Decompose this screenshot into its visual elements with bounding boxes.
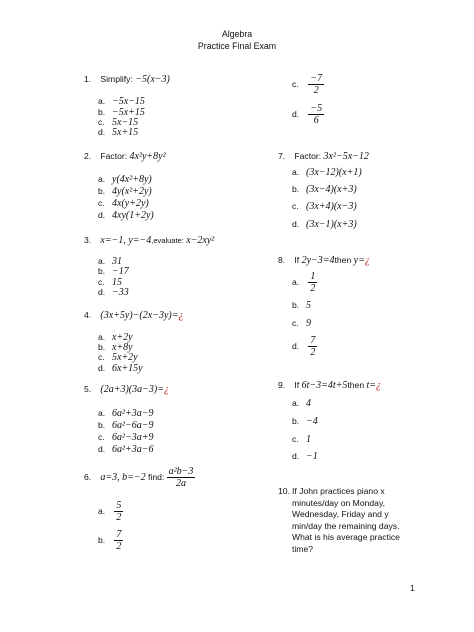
question-9: 9. If 6t−3=4t+5then t=¿: [278, 380, 382, 391]
question-3: 3. x=−1, y=−4,evaluate: x−2xy²: [84, 235, 215, 246]
page-number: 1: [410, 583, 415, 593]
question-7: 7. Factor: 3x²−5x−12: [278, 151, 369, 162]
question-2: 2. Factor: 4x²y+8y²: [84, 151, 166, 162]
option-4b: b. x+8y: [98, 342, 133, 353]
option-5b: b. 6a²−6a−9: [98, 420, 154, 431]
option-1b: b. −5x+15: [98, 107, 145, 118]
option-9b: b. −4: [292, 416, 318, 427]
option-7d: d. (3x−1)(x+3): [292, 219, 357, 230]
option-1d-fraction: d. $\frac{-5}{6}$: [292, 103, 323, 126]
option-4a: a. x+2y: [98, 332, 133, 343]
option-7c: c. (3x+4)(x−3): [292, 201, 357, 212]
option-3d: d. −33: [98, 287, 129, 298]
question-10-text: If John practices piano x minutes/day on Monday, Wednesday, Friday and y min/day the remaining days. What is his average practice time?: [292, 486, 400, 554]
option-5a: a. 6a²+3a−9: [98, 408, 154, 419]
option-1c: c. 5x−15: [98, 117, 139, 128]
option-3a: a. 31: [98, 256, 122, 267]
option-5c: c. 6a²−3a+9: [98, 432, 154, 443]
option-9d: d. −1: [292, 451, 318, 462]
question-6: 6. a=3, b=−2 find: $\frac{\text{a²b−3}}{2a}$: [84, 466, 194, 489]
option-2b: b. 4y(x²+2y): [98, 186, 152, 197]
option-8b: b. 5: [292, 300, 311, 311]
option-2a: a. y(4x²+8y): [98, 174, 152, 185]
option-1d: d. 5x+15: [98, 127, 139, 138]
option-6a: a. $\frac{5}{2}$: [98, 500, 122, 523]
question-expression: −5(x−3): [135, 74, 170, 85]
question-4: 4. (3x+5y)−(2x−3y)=¿: [84, 310, 184, 321]
option-4d: d. 6x+15y: [98, 363, 143, 374]
option-1a: a. −5x−15: [98, 96, 145, 107]
option-9c: c. 1: [292, 434, 311, 445]
option-3c: c. 15: [98, 277, 122, 288]
option-4c: c. 5x+2y: [98, 352, 138, 363]
option-8d: d. $\frac{7}{2}$: [292, 335, 316, 358]
option-8a: a. $\frac{1}{2}$: [292, 271, 316, 294]
question-number: 1.: [84, 74, 92, 84]
question-1: [84, 74, 170, 85]
option-1c-fraction: c. $\frac{-7}{2}$: [292, 73, 323, 96]
page-subtitle: Practice Final Exam: [197, 41, 277, 51]
option-3b: b. −17: [98, 266, 129, 277]
option-5d: d. 6a²+3a−6: [98, 444, 154, 455]
option-2d: d. 4xy(1+2y): [98, 210, 154, 221]
option-7a: a. (3x−12)(x+1): [292, 167, 362, 178]
option-2c: c. 4x(y+2y): [98, 198, 149, 209]
question-8: 8. If 2y−3=4then y=¿: [278, 255, 370, 266]
option-7b: b. (3x−4)(x+3): [292, 184, 357, 195]
question-prompt: Simplify:: [100, 74, 133, 84]
option-8c: c. 9: [292, 318, 311, 329]
option-9a: a. 4: [292, 398, 311, 409]
question-5: 5. (2a+3)(3a−3)=¿: [84, 384, 169, 395]
page-title: Algebra: [221, 29, 253, 39]
question-10-number: 10.: [278, 486, 290, 496]
option-6b: b. $\frac{7}{2}$: [98, 529, 122, 552]
